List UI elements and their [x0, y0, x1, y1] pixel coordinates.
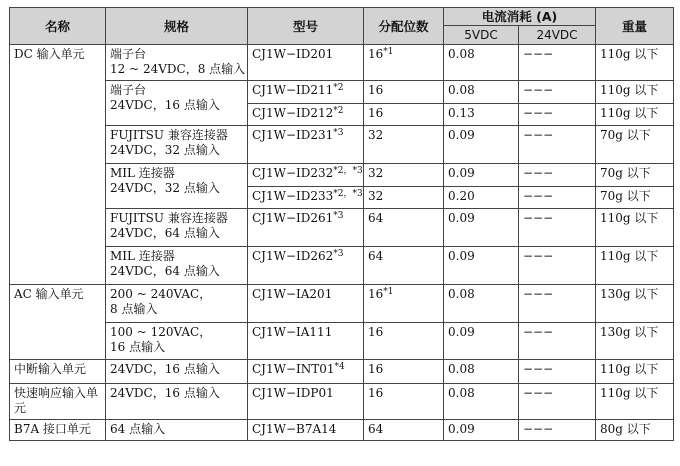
spec-table — [9, 7, 674, 441]
current-24v-cell: −−− — [519, 187, 596, 209]
group-name: DC 输入单元 — [10, 45, 106, 285]
model-cell: $CJ1W-ID262^{*3}$ — [248, 247, 364, 285]
spec-cell: FUJITSU 兼容连接器 24VDC，32 点输入 — [106, 126, 248, 164]
model-cell: CJ1W−B7A14 — [248, 420, 364, 441]
weight-cell: 70g 以下 — [596, 126, 674, 164]
table-row — [10, 247, 674, 285]
alloc-cell: 16 — [364, 360, 444, 384]
alloc-cell: 16 — [364, 104, 444, 126]
spec-cell: 端子台 24VDC，16 点输入 — [106, 81, 248, 126]
alloc-cell: 64 — [364, 209, 444, 247]
alloc-cell: 16$^{*1}$ — [364, 45, 444, 81]
current-5v-cell: 0.09 — [444, 126, 519, 164]
current-5v-cell: 0.08 — [444, 384, 519, 420]
header-weight: 重量 — [596, 8, 674, 45]
weight-cell: 70g 以下 — [596, 164, 674, 187]
alloc-cell: 32 — [364, 187, 444, 209]
weight-cell: 110g 以下 — [596, 384, 674, 420]
spec-cell: 24VDC，16 点输入 — [106, 360, 248, 384]
header-model: 型号 — [248, 8, 364, 45]
weight-cell: 110g 以下 — [596, 81, 674, 104]
table-row — [10, 360, 674, 384]
model-cell: CJ1W−ID201 — [248, 45, 364, 81]
table-row — [10, 420, 674, 441]
current-24v-cell: −−− — [519, 384, 596, 420]
current-24v-cell: −−− — [519, 81, 596, 104]
current-24v-cell: −−− — [519, 126, 596, 164]
alloc-cell: 16 — [364, 384, 444, 420]
model-cell: $CJ1W-INT01^{*4}$ — [248, 360, 364, 384]
model-cell: $CJ1W-ID232^{*2,*3}$ — [248, 164, 364, 187]
current-24v-cell: −−− — [519, 323, 596, 360]
weight-cell: 70g 以下 — [596, 187, 674, 209]
alloc-cell: 64 — [364, 420, 444, 441]
table-row — [10, 384, 674, 420]
current-5v-cell: 0.08 — [444, 360, 519, 384]
header-spec: 规格 — [106, 8, 248, 45]
table-row — [10, 164, 674, 187]
current-5v-cell: 0.09 — [444, 420, 519, 441]
spec-cell: 端子台 12 ~ 24VDC，8 点输入 — [106, 45, 248, 81]
model-cell: $CJ1W-ID231^{*3}$ — [248, 126, 364, 164]
current-24v-cell: −−− — [519, 247, 596, 285]
header-current: 电流消耗 (A) — [444, 8, 596, 26]
alloc-cell: 16 — [364, 323, 444, 360]
current-5v-cell: 0.08 — [444, 81, 519, 104]
header-24vdc: 24VDC — [519, 26, 596, 45]
weight-cell: 110g 以下 — [596, 209, 674, 247]
weight-cell: 110g 以下 — [596, 45, 674, 81]
table-row — [10, 209, 674, 247]
weight-cell: 130g 以下 — [596, 285, 674, 323]
weight-cell: 110g 以下 — [596, 247, 674, 285]
model-cell: $CJ1W-ID211^{*2}$ — [248, 81, 364, 104]
current-5v-cell: 0.09 — [444, 247, 519, 285]
weight-cell: 110g 以下 — [596, 104, 674, 126]
alloc-cell: 32 — [364, 126, 444, 164]
weight-cell: 80g 以下 — [596, 420, 674, 441]
model-cell: CJ1W−IA111 — [248, 323, 364, 360]
group-name: 中断输入单元 — [10, 360, 106, 384]
current-5v-cell: 0.13 — [444, 104, 519, 126]
current-5v-cell: 0.09 — [444, 209, 519, 247]
weight-cell: 130g 以下 — [596, 323, 674, 360]
table-row — [10, 126, 674, 164]
model-cell: CJ1W−IDP01 — [248, 384, 364, 420]
current-5v-cell: 0.09 — [444, 164, 519, 187]
model-cell: CJ1W−IA201 — [248, 285, 364, 323]
table-row — [10, 45, 674, 81]
spec-cell: FUJITSU 兼容连接器 24VDC，64 点输入 — [106, 209, 248, 247]
table-row — [10, 323, 674, 360]
spec-cell: 100 ~ 120VAC， 16 点输入 — [106, 323, 248, 360]
current-24v-cell: −−− — [519, 285, 596, 323]
model-cell: $CJ1W-ID261^{*3}$ — [248, 209, 364, 247]
header-alloc: 分配位数 — [364, 8, 444, 45]
current-24v-cell: −−− — [519, 104, 596, 126]
current-5v-cell: 0.20 — [444, 187, 519, 209]
current-5v-cell: 0.09 — [444, 323, 519, 360]
current-5v-cell: 0.08 — [444, 285, 519, 323]
alloc-cell: 16 — [364, 81, 444, 104]
current-24v-cell: −−− — [519, 45, 596, 81]
model-cell: $CJ1W-ID233^{*2,*3}$ — [248, 187, 364, 209]
group-name: B7A 接口单元 — [10, 420, 106, 441]
current-24v-cell: −−− — [519, 164, 596, 187]
spec-cell: MIL 连接器 24VDC，32 点输入 — [106, 164, 248, 209]
current-5v-cell: 0.08 — [444, 45, 519, 81]
model-cell: $CJ1W-ID212^{*2}$ — [248, 104, 364, 126]
group-name: 快速响应输入单元 — [10, 384, 106, 420]
current-24v-cell: −−− — [519, 420, 596, 441]
spec-cell: 24VDC，16 点输入 — [106, 384, 248, 420]
spec-cell: 64 点输入 — [106, 420, 248, 441]
table-row — [10, 285, 674, 323]
table-row — [10, 81, 674, 104]
group-name: AC 输入单元 — [10, 285, 106, 360]
weight-cell: 110g 以下 — [596, 360, 674, 384]
spec-cell: MIL 连接器 24VDC，64 点输入 — [106, 247, 248, 285]
current-24v-cell: −−− — [519, 209, 596, 247]
header-5vdc: 5VDC — [444, 26, 519, 45]
spec-cell: 200 ~ 240VAC， 8 点输入 — [106, 285, 248, 323]
header-name: 名称 — [10, 8, 106, 45]
alloc-cell: 32 — [364, 164, 444, 187]
alloc-cell: 64 — [364, 247, 444, 285]
alloc-cell: 16$^{*1}$ — [364, 285, 444, 323]
current-24v-cell: −−− — [519, 360, 596, 384]
